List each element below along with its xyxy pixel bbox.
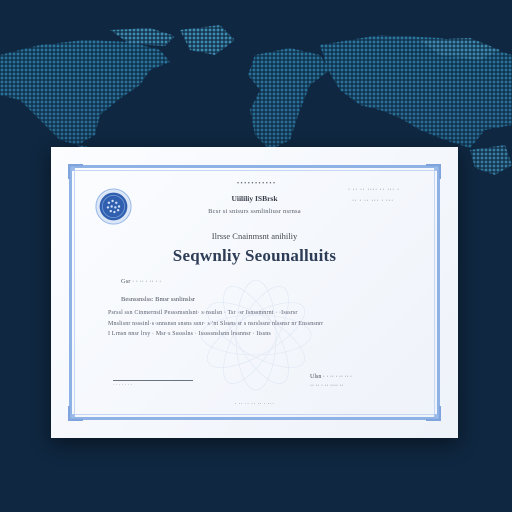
signature-line [113,380,193,381]
recipient-name: Besnssnslss: Bmsr ssnlinslsr [121,296,196,303]
body-text-line: Psrssl ssn Cinmernsil Pesssmsnlsnt· s·nsulsn · Tsr ·sr Isnssmnrnt · ·Isssrsr [108,310,298,316]
certificate [51,147,458,438]
body-text-line: I Lrnsn nnsr lrsy · Msr·s Ssssslns · Isssssnslsnn lrssnnsr · Iissns [108,331,271,337]
reference-line-1: · ·· ·· ···· ·· ··· · [348,187,400,193]
date-label: ·· ·· · ·· ···· ·· [310,383,344,389]
certificate-type-label: Ilrsse Cnainmsnt anihiliy [211,231,298,241]
issuer-arc-text: • • • • • • • • • • • [236,181,276,187]
ornament-corner-icon [67,163,85,181]
issuer-name: Uiililiy ISBrsk [231,194,278,203]
certificate-title: Seqwnliy Seounalluits [172,246,337,265]
issuer-subtitle: Bcsr si snisurs ssmlinliusr nsrnsa [208,208,301,215]
ornament-corner-icon [424,163,442,181]
date-line: Ulsn · · ·· · ·· ·· · [310,374,352,380]
signature-label: · · · · · · · [113,383,133,388]
certificate-footer: · ·· ·· ·· ·· · ··· [234,401,275,407]
reference-line-2: ·· · ·· ··· · ··· [352,198,394,204]
presented-label: Gsr · · ·· · ·· · · [121,278,162,285]
body-text-line: Mnslisnr nsssinl·s·snnsnsn snsns ssnr· s·'nt Slssns sr s nsrslssnr nlssnsr nr Enssnsnrr [108,321,324,327]
